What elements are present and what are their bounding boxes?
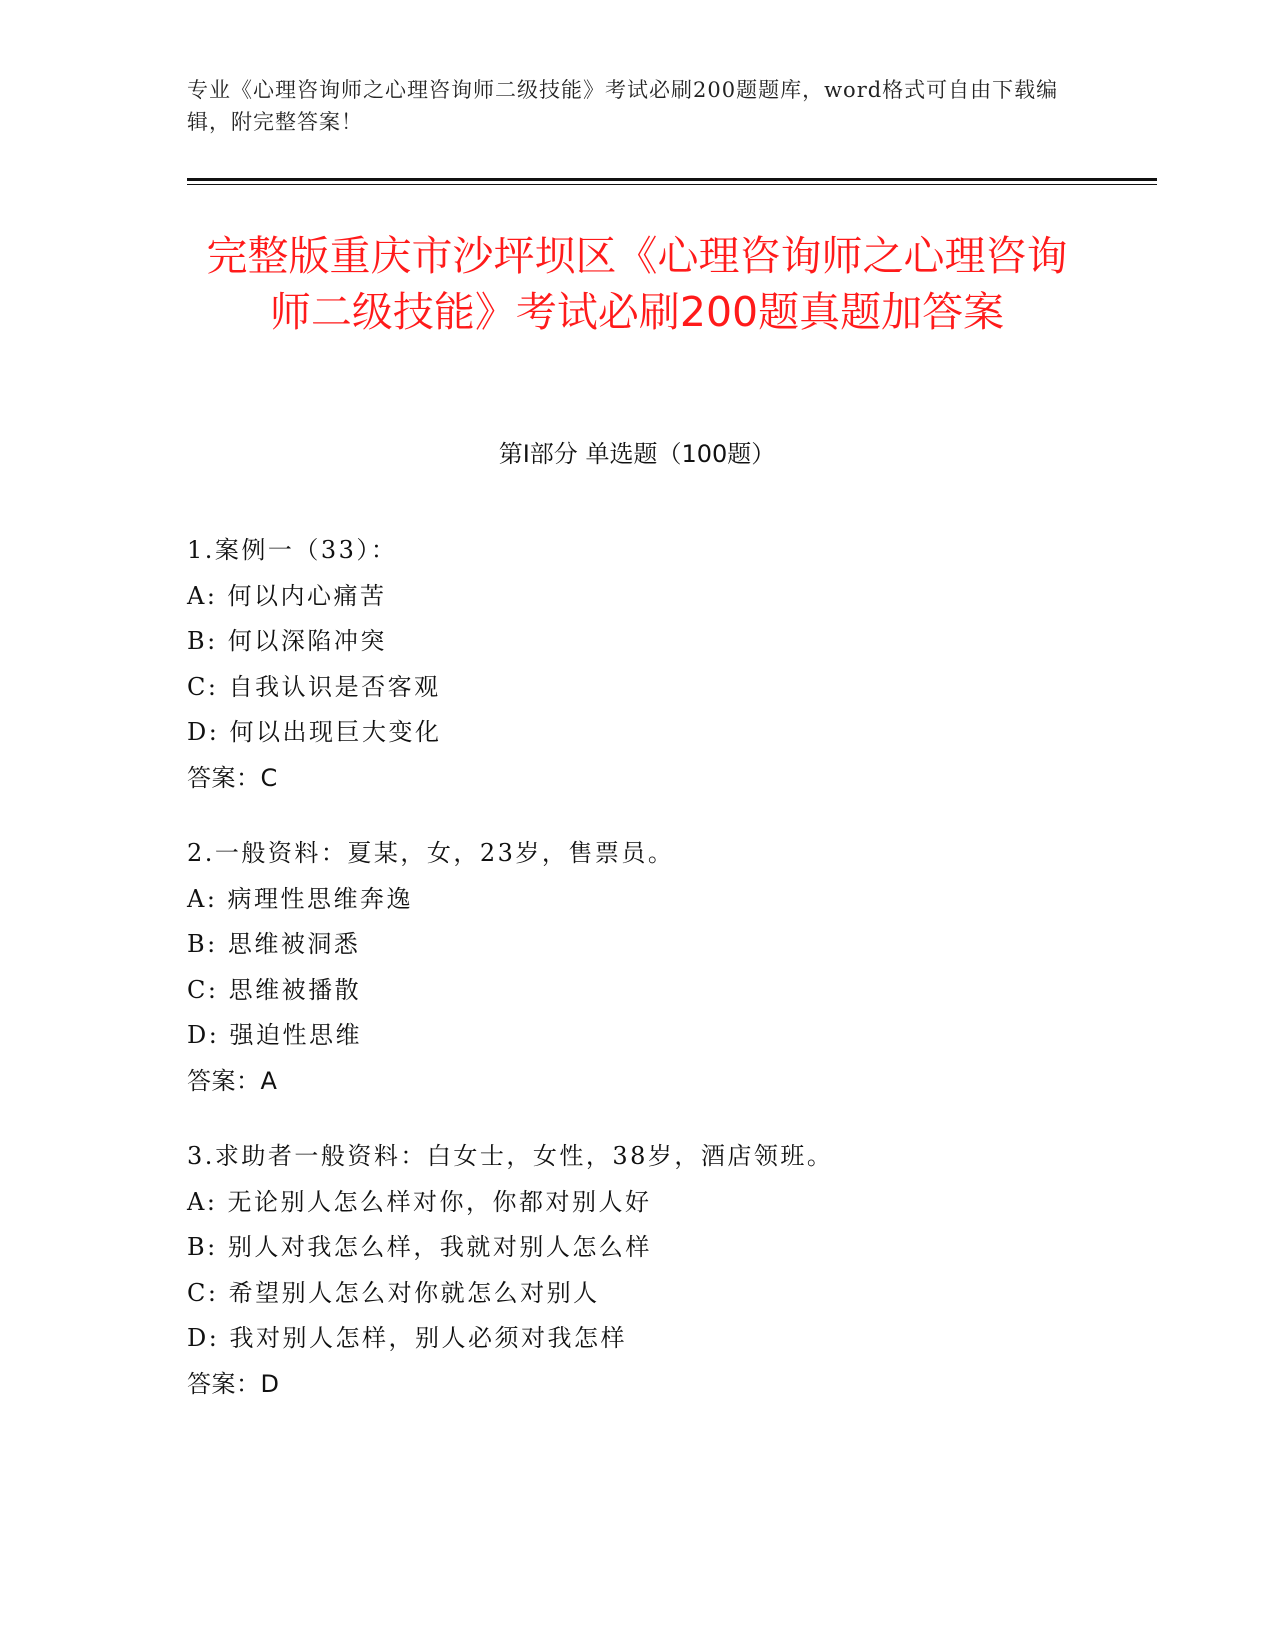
option-c: C: 自我认识是否客观 (187, 672, 441, 701)
question-stem: 1.案例一（33）： (187, 536, 398, 564)
question-item (187, 528, 1087, 801)
answer-line (187, 1059, 1087, 1105)
option-c: C: 希望别人怎么对你就怎么对别人 (187, 1278, 600, 1307)
header-note: 专业《心理咨询师之心理咨询师二级技能》考试必刷200题题库，word格式可自由下载编辑，附完整答案！ (187, 78, 1059, 134)
answer-value: A (260, 1066, 278, 1095)
answer-label: 答案： (187, 763, 261, 792)
header-divider-thin (187, 184, 1157, 185)
option-d: D: 何以出现巨大变化 (187, 718, 442, 746)
option-d: D: 我对别人怎样，别人必须对我怎样 (187, 1324, 627, 1352)
answer-line (187, 1362, 1087, 1408)
option-b: B: 别人对我怎么样，我就对别人怎么样 (187, 1233, 652, 1261)
answer-label: 答案： (187, 1066, 261, 1095)
question-item (187, 831, 1087, 1104)
option-a: A: 无论别人怎么样对你，你都对别人好 (187, 1187, 652, 1216)
header-divider-thick (187, 178, 1157, 181)
document-title: 完整版重庆市沙坪坝区《心理咨询师之心理咨询师二级技能》考试必刷200题真题加答案 (206, 232, 1068, 336)
section-title: 第Ⅰ部分 单选题（100题） (498, 440, 776, 468)
option-a: A: 病理性思维奔逸 (187, 884, 414, 913)
option-d: D: 强迫性思维 (187, 1021, 362, 1049)
option-a: A: 何以内心痛苦 (187, 581, 387, 610)
option-b: B: 何以深陷冲突 (187, 627, 387, 655)
answer-line (187, 756, 1087, 802)
option-c: C: 思维被播散 (187, 975, 362, 1004)
question-stem: 2.一般资料：夏某，女，23岁，售票员。 (187, 839, 675, 867)
answer-value: C (260, 763, 278, 792)
answer-label: 答案： (187, 1369, 261, 1398)
question-stem: 3.求助者一般资料：白女士，女性，38岁，酒店领班。 (187, 1142, 834, 1170)
question-list (187, 528, 1087, 1437)
answer-value: D (260, 1369, 280, 1398)
question-item (187, 1134, 1087, 1407)
option-b: B: 思维被洞悉 (187, 930, 361, 958)
